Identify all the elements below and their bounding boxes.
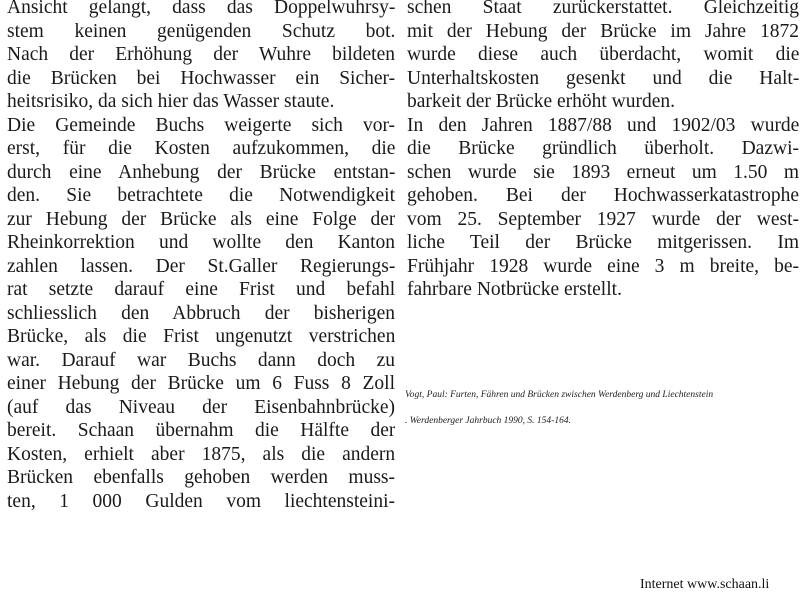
text-line: wurde diese auch überdacht, womit die: [407, 44, 799, 65]
text-line: schen Staat zurückerstattet. Gleichzeitig: [407, 0, 799, 18]
text-line: zur Hebung der Brücke als eine Folge der: [7, 208, 395, 230]
text-line: mit der Hebung der Brücke im Jahre 1872: [407, 20, 799, 42]
text-line: die Brücken bei Hochwasser ein Sicher-: [7, 67, 395, 89]
text-line: schen wurde sie 1893 erneut um 1.50 m: [407, 161, 799, 183]
text-line: Brücke, als die Frist ungenutzt verstrichen: [7, 326, 395, 347]
text-line: Unterhaltskosten gesenkt und die Halt-: [407, 67, 799, 89]
text-line: vom 25. September 1927 wurde der west-: [407, 208, 799, 230]
text-line: ten, 1 000 Gulden vom liechtensteini-: [7, 490, 395, 512]
text-line: erst, für die Kosten aufzukommen, die: [7, 138, 395, 159]
citation-reference-line: Vogt, Paul: Furten, Fähren und Brücken zwischen Werdenberg und Liechtenstein: [405, 390, 714, 400]
text-line: (auf das Niveau der Eisenbahnbrücke): [7, 396, 395, 418]
text-line: heitsrisiko, da sich hier das Wasser staute.: [7, 91, 335, 112]
text-line: Brücken ebenfalls gehoben werden muss-: [7, 467, 395, 488]
text-line: In den Jahren 1887/88 und 1902/03 wurde: [407, 114, 799, 136]
text-line: fahrbare Notbrücke erstellt.: [407, 279, 622, 300]
text-line: gehoben. Bei der Hochwasserkatastrophe: [407, 185, 799, 206]
text-line: durch eine Anhebung der Brücke entstan-: [7, 161, 395, 183]
text-line: rat setzte darauf eine Frist und befahl: [7, 279, 395, 300]
text-line: Die Gemeinde Buchs weigerte sich vor-: [7, 114, 395, 136]
left-text-column: [7, 0, 395, 513]
citation-reference-line: . Werdenberger Jahrbuch 1990, S. 154-164.: [405, 416, 571, 426]
source-footer: Internet www.schaan.li: [640, 577, 770, 592]
text-line: liche Teil der Brücke mitgerissen. Im: [407, 232, 799, 253]
text-line: den. Sie betrachtete die Notwendigkeit: [7, 185, 395, 206]
text-line: Ansicht gelangt, dass das Doppelwuhrsy-: [7, 0, 395, 18]
text-line: barkeit der Brücke erhöht wurden.: [407, 91, 676, 112]
text-line: einer Hebung der Brücke um 6 Fuss 8 Zoll: [7, 373, 395, 394]
text-line: schliesslich den Abbruch der bisherigen: [7, 302, 395, 324]
text-line: Frühjahr 1928 wurde eine 3 m breite, be-: [407, 255, 799, 277]
text-line: Rheinkorrektion und wollte den Kanton: [7, 232, 395, 253]
text-line: Kosten, erhielt aber 1875, als die andern: [7, 443, 395, 465]
text-line: zahlen lassen. Der St.Galler Regierungs-: [7, 255, 395, 277]
right-text-column: [407, 0, 799, 302]
text-line: Nach der Erhöhung der Wuhre bildeten: [7, 44, 395, 65]
text-line: die Brücke gründlich überholt. Dazwi-: [407, 138, 799, 159]
text-line: war. Darauf war Buchs dann doch zu: [7, 349, 395, 371]
text-line: stem keinen genügenden Schutz bot.: [7, 20, 395, 42]
text-line: bereit. Schaan übernahm die Hälfte der: [7, 420, 395, 441]
